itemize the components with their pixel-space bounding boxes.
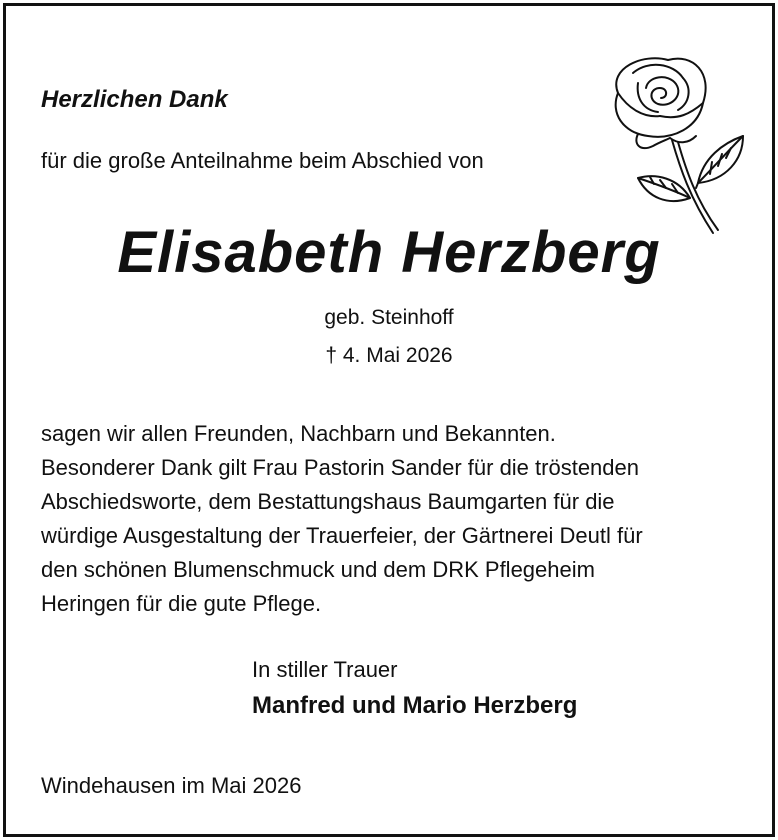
heading: Herzlichen Dank — [41, 86, 228, 113]
body-line: Abschiedsworte, dem Bestattungshaus Baumgarten für die — [41, 489, 615, 514]
death-date: † 4. Mai 2026 — [325, 344, 453, 367]
mourning-line: In stiller Trauer — [252, 657, 398, 682]
body-line: würdige Ausgestaltung der Trauerfeier, der Gärtnerei Deutl für — [41, 523, 643, 548]
rose-icon — [598, 48, 768, 238]
obituary-notice — [3, 3, 775, 837]
place-date: Windehausen im Mai 2026 — [41, 773, 302, 798]
signers: Manfred und Mario Herzberg — [252, 692, 578, 719]
body-line: Besonderer Dank gilt Frau Pastorin Sander für die tröstenden — [41, 455, 639, 480]
maiden-name: geb. Steinhoff — [324, 306, 454, 329]
deceased-name: Elisabeth Herzberg — [117, 220, 661, 285]
body-line: Heringen für die gute Pflege. — [41, 591, 322, 616]
thanks-body — [41, 417, 643, 621]
intro-text: für die große Anteilnahme beim Abschied von — [41, 148, 484, 173]
body-line: den schönen Blumenschmuck und dem DRK Pflegeheim — [41, 557, 595, 582]
body-line: sagen wir allen Freunden, Nachbarn und Bekannten. — [41, 421, 556, 446]
